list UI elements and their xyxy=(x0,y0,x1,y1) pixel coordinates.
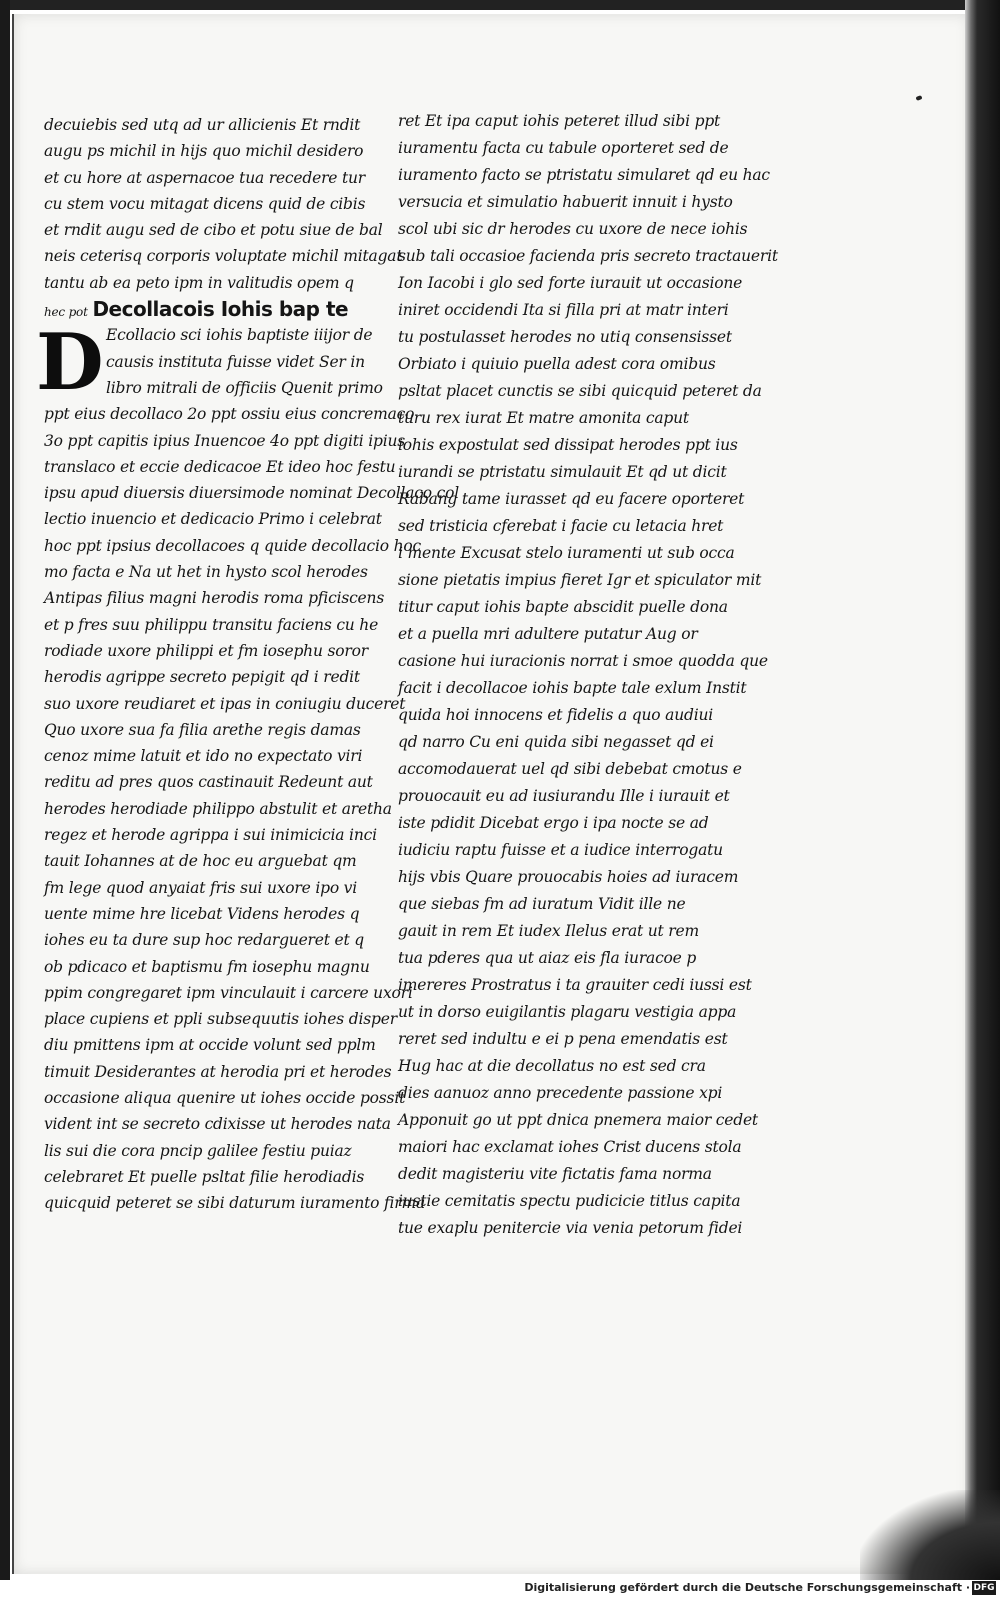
text-line: et a puella mri adultere putatur Aug or xyxy=(398,625,698,643)
text-line: et p fres suu philippu transitu faciens cu he xyxy=(44,615,379,634)
text-line: decuiebis sed utq ad ur allicienis Et rndit xyxy=(44,116,361,134)
text-line: turu rex iurat Et matre amonita caput xyxy=(398,409,689,427)
text-line: Rabang tame iurasset qd eu facere oporteret xyxy=(398,490,745,508)
text-line: sed tristicia cferebat i facie cu letacia hret xyxy=(398,517,724,535)
text-line: lis sui die cora pncip galilee festiu puiaz xyxy=(44,1141,352,1160)
text-line: iste pdidit Dicebat ergo i ipa nocte se ad xyxy=(398,814,709,832)
binding-edge xyxy=(965,0,1000,1580)
text-line: lectio inuencio et dedicacio Primo i celebrat xyxy=(44,510,382,529)
text-line: neis ceterisq corporis voluptate michil mitagat xyxy=(44,247,403,266)
text-line: prouocauit eu ad iusiurandu Ille i iurauit et xyxy=(398,787,730,805)
text-line: libro mitrali de officiis Quenit primo xyxy=(106,378,383,397)
text-line: tua pderes qua ut aiaz eis fla iuracoe p xyxy=(398,949,697,967)
text-line: quida hoi innocens et fidelis a quo audiui xyxy=(398,706,714,724)
text-line: gauit in rem Et iudex Ilelus erat ut rem xyxy=(398,922,699,940)
text-line: reret sed indultu e ei p pena emendatis est xyxy=(398,1030,728,1048)
text-line: fm lege quod anyaiat fris sui uxore ipo vi xyxy=(44,878,357,897)
text-line: ob pdicaco et baptismu fm iosephu magnu xyxy=(44,957,370,976)
text-line: suo uxore reudiaret et ipas in coniugiu duceret xyxy=(44,694,406,713)
text-line: iohes eu ta dure sup hoc redargueret et q xyxy=(44,931,364,950)
text-line: Hug hac at die decollatus no est sed cra xyxy=(398,1057,706,1075)
text-line: iuramentu facta cu tabule oporteret sed de xyxy=(398,139,729,157)
text-line: sub tali occasioe facienda pris secreto tractauerit xyxy=(398,247,778,265)
text-line: Ecollacio sci iohis baptiste iiijor de xyxy=(106,326,373,345)
text-line: vident int se secreto cdixisse ut herodes nata xyxy=(44,1115,391,1134)
funding-credit: Digitalisierung gefördert durch die Deutsche Forschungsgemeinschaft · xyxy=(524,1581,970,1594)
page-corner-shadow xyxy=(860,1490,1000,1580)
text-line: iuramento facto se ptristatu simularet qd eu hac xyxy=(398,166,770,184)
text-line: i mente Excusat stelo iuramenti ut sub occa xyxy=(398,544,735,562)
text-line: herodis agrippe secreto pepigit qd i redit xyxy=(44,668,360,687)
text-line: dies aanuoz anno precedente passione xpi xyxy=(398,1084,723,1102)
text-line: psltat placet cunctis se sibi quicquid peteret da xyxy=(398,382,762,400)
text-line: dedit magisteriu vite fictatis fama norma xyxy=(398,1165,712,1183)
text-line: reditu ad pres quos castinauit Redeunt aut xyxy=(44,773,373,792)
decorated-initial: D xyxy=(36,317,104,408)
text-line: diu pmittens ipm at occide volunt sed pplm xyxy=(44,1036,376,1055)
text-line: herodes herodiade philippo abstulit et aretha xyxy=(44,799,392,818)
text-line: sione pietatis impius fieret Igr et spiculator mit xyxy=(398,571,762,589)
right-text-column xyxy=(398,108,778,1242)
text-line: hijs vbis Quare prouocabis hoies ad iuracem xyxy=(398,868,739,886)
text-line: qd narro Cu eni quida sibi negasset qd ei xyxy=(398,733,714,751)
text-line: quicquid peteret se sibi daturum iuramento firma xyxy=(44,1194,426,1213)
text-line: iohis expostulat sed dissipat herodes ppt ius xyxy=(398,436,738,454)
text-line: Quo uxore sua fa filia arethe regis damas xyxy=(44,720,361,739)
text-line: ppim congregaret ipm vinculauit i carcere uxori xyxy=(44,983,413,1002)
text-line: iniret occidendi Ita si filla pri at matr interi xyxy=(398,301,729,319)
text-line: Ion Iacobi i glo sed forte iurauit ut occasione xyxy=(398,274,743,292)
text-line: titur caput iohis bapte abscidit puelle dona xyxy=(398,598,728,616)
text-line: que siebas fm ad iuratum Vidit ille ne xyxy=(398,895,686,913)
text-line: 3o ppt capitis ipius Inuencoe 4o ppt digiti ipius xyxy=(44,431,406,450)
text-line: hoc ppt ipsius decollacoes q quide decollacio hoc xyxy=(44,536,421,555)
left-text-column xyxy=(44,112,460,1216)
left-column-body xyxy=(44,401,460,1216)
text-line: iustie cemitatis spectu pudicicie titlus capita xyxy=(398,1192,741,1210)
text-line: tue exaplu penitercie via venia petorum fidei xyxy=(398,1219,743,1237)
text-line: translaco et eccie dedicacoe Et ideo hoc festu xyxy=(44,457,396,476)
text-line: tu postulasset herodes no utiq consensisset xyxy=(398,328,732,346)
text-line: place cupiens et ppli subsequutis iohes disper xyxy=(44,1010,397,1029)
text-line: casione hui iuracionis norrat i smoe quodda que xyxy=(398,652,768,670)
text-line: accomodauerat uel qd sibi debebat cmotus e xyxy=(398,760,742,778)
text-line: uente mime hre licebat Videns herodes q xyxy=(44,904,360,923)
text-line: versucia et simulatio habuerit innuit i hysto xyxy=(398,193,733,211)
text-line: celebraret Et puelle psltat filie herodiadis xyxy=(44,1167,365,1186)
text-line: Apponuit go ut ppt dnica pnemera maior cedet xyxy=(398,1111,758,1129)
text-line: Orbiato i quiuio puella adest cora omibus xyxy=(398,355,716,373)
rubric-lead: hec pot xyxy=(44,305,88,320)
text-line: mo facta e Na ut het in hysto scol herodes xyxy=(44,563,368,582)
text-line: facit i decollacoe iohis bapte tale exlum Instit xyxy=(398,679,747,697)
text-line: imereres Prostratus i ta grauiter cedi iussi est xyxy=(398,976,752,994)
text-line: tantu ab ea peto ipm in valitudis opem q xyxy=(44,273,354,292)
text-line: regez et herode agrippa i sui inimicicia inci xyxy=(44,826,377,845)
text-line: maiori hac exclamat iohes Crist ducens stola xyxy=(398,1138,742,1156)
text-line: iudiciu raptu fuisse et a iudice interrogatu xyxy=(398,841,723,859)
text-line: et cu hore at aspernacoe tua recedere tur xyxy=(44,168,366,187)
text-line: cu stem vocu mitagat dicens quid de cibis xyxy=(44,194,366,213)
text-line: et rndit augu sed de cibo et potu siue de bal xyxy=(44,221,383,240)
text-line: scol ubi sic dr herodes cu uxore de nece iohis xyxy=(398,220,748,238)
text-line: iurandi se ptristatu simulauit Et qd ut dicit xyxy=(398,463,727,481)
rubric-heading: Decollacois Iohis bap te xyxy=(92,297,349,322)
text-line: tauit Iohannes at de hoc eu arguebat qm xyxy=(44,852,357,871)
text-line: augu ps michil in hijs quo michil desidero xyxy=(44,142,364,161)
text-line: cenoz mime latuit et ido no expectato viri xyxy=(44,747,363,766)
text-line: ut in dorso euigilantis plagaru vestigia appa xyxy=(398,1003,737,1021)
page-top-edge xyxy=(0,0,1000,10)
text-line: timuit Desiderantes at herodia pri et herodes xyxy=(44,1062,392,1081)
text-line: occasione aliqua quenire ut iohes occide possit xyxy=(44,1088,406,1107)
text-line: rodiade uxore philippi et fm iosephu soror xyxy=(44,641,368,660)
text-line: ppt eius decollaco 2o ppt ossiu eius concremaco xyxy=(44,405,415,424)
dfg-logo: DFG xyxy=(973,1583,995,1593)
text-line: causis instituta fuisse videt Ser in xyxy=(106,352,365,371)
page-left-edge xyxy=(0,0,10,1580)
text-line: ret Et ipa caput iohis peteret illud sibi ppt xyxy=(398,112,721,130)
text-line: ipsu apud diuersis diuersimode nominat Decollaco col xyxy=(44,484,460,503)
text-line: Antipas filius magni herodis roma pficiscens xyxy=(44,589,385,608)
